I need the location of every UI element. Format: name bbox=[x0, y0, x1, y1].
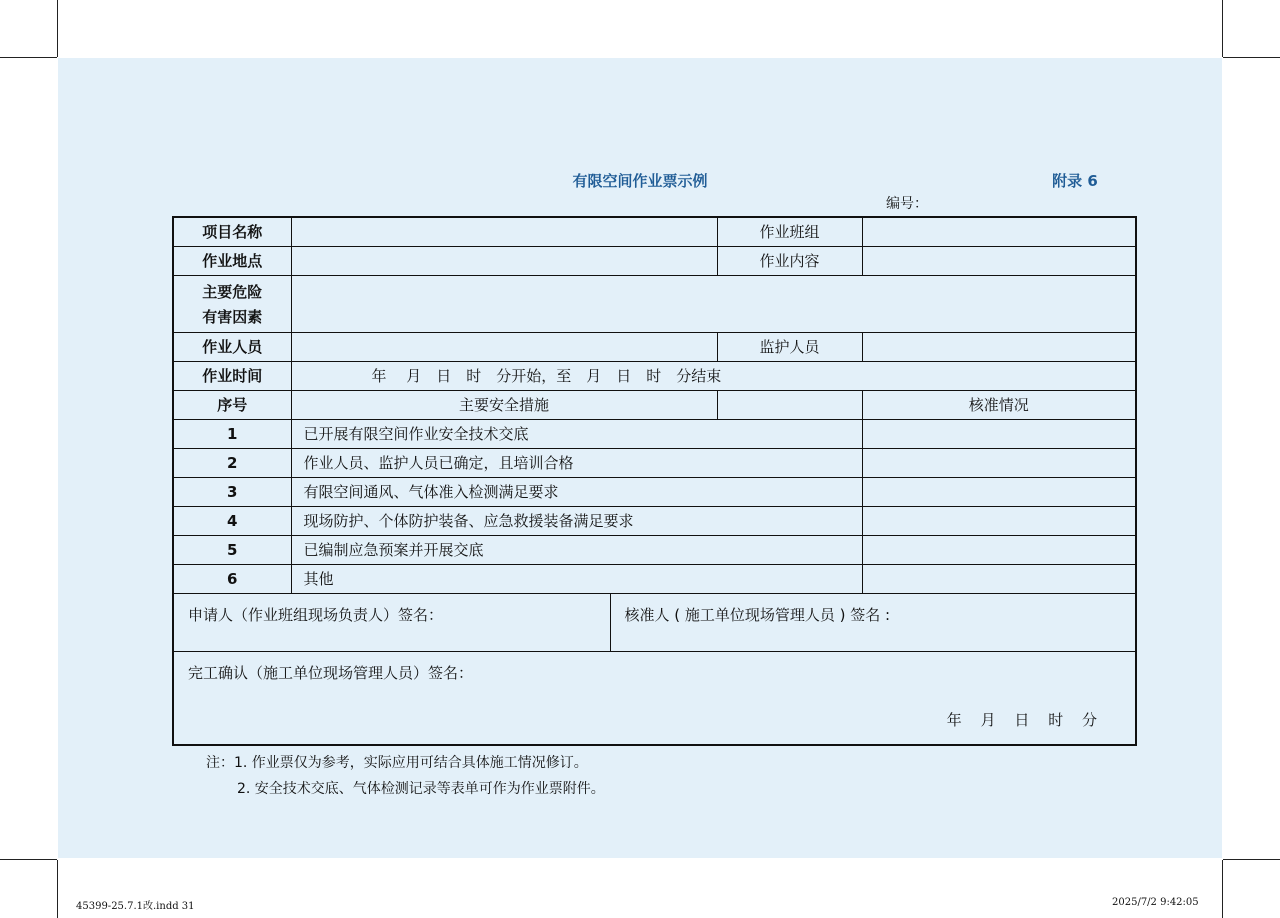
measure-row bbox=[173, 477, 1136, 506]
measure-text: 已开展有限空间作业安全技术交底 bbox=[291, 419, 862, 448]
measure-number: 6 bbox=[173, 564, 291, 593]
measures-label: 主要安全措施 bbox=[291, 390, 717, 419]
completion-date bbox=[933, 709, 1097, 730]
time-text: 年 月 日 时 分开始，至 月 日 时 分结束 bbox=[371, 367, 722, 385]
measure-text: 其他 bbox=[291, 564, 862, 593]
measure-row bbox=[173, 506, 1136, 535]
date-minute: 分 bbox=[1081, 711, 1097, 729]
team-field[interactable] bbox=[862, 217, 1136, 246]
crop-mark-top-left-v bbox=[57, 0, 58, 57]
workers-label: 作业人员 bbox=[173, 332, 291, 361]
hazard-label-line1: 主要危险 bbox=[202, 282, 263, 301]
guardian-field[interactable] bbox=[862, 332, 1136, 361]
content-label: 作业内容 bbox=[717, 246, 862, 275]
measure-text: 现场防护、个体防护装备、应急救援装备满足要求 bbox=[291, 506, 862, 535]
measure-number: 3 bbox=[173, 477, 291, 506]
measure-approval-field[interactable] bbox=[862, 419, 1136, 448]
measure-text: 有限空间通风、气体准入检测满足要求 bbox=[291, 477, 862, 506]
measure-approval-field[interactable] bbox=[862, 448, 1136, 477]
workers-field[interactable] bbox=[291, 332, 717, 361]
hazard-label-line2: 有害因素 bbox=[202, 307, 263, 326]
approver-sign-field[interactable]: 核准人 ( 施工单位现场管理人员 ) 签名 : bbox=[624, 605, 891, 624]
seq-label: 序号 bbox=[173, 390, 291, 419]
row-completion bbox=[173, 651, 1136, 745]
approval-status-label: 核准情况 bbox=[862, 390, 1136, 419]
header-blank-cell bbox=[717, 390, 862, 419]
measure-row bbox=[173, 448, 1136, 477]
date-year: 年 bbox=[946, 711, 962, 729]
applicant-sign-field[interactable]: 申请人（作业班组现场负责人）签名： bbox=[174, 594, 610, 651]
hazard-field[interactable] bbox=[291, 275, 1136, 332]
row-workers bbox=[173, 332, 1136, 361]
measure-approval-field[interactable] bbox=[862, 477, 1136, 506]
location-field[interactable] bbox=[291, 246, 717, 275]
measure-text: 作业人员、监护人员已确定，且培训合格 bbox=[291, 448, 862, 477]
serial-number-label: 编号： bbox=[886, 196, 928, 212]
date-day: 日 bbox=[1014, 711, 1030, 729]
footer-file-info: 45399-25.7.1改.indd 31 bbox=[76, 901, 195, 912]
row-time bbox=[173, 361, 1136, 390]
measure-row bbox=[173, 564, 1136, 593]
measure-number: 5 bbox=[173, 535, 291, 564]
team-label: 作业班组 bbox=[717, 217, 862, 246]
content-field[interactable] bbox=[862, 246, 1136, 275]
work-permit-table bbox=[172, 216, 1137, 746]
measure-number: 1 bbox=[173, 419, 291, 448]
row-hazards bbox=[173, 275, 1136, 332]
date-month: 月 bbox=[980, 711, 996, 729]
measure-number: 4 bbox=[173, 506, 291, 535]
crop-mark-bottom-left-v bbox=[57, 860, 58, 918]
completion-sign-field[interactable] bbox=[173, 651, 1136, 745]
crop-mark-bottom-right-h bbox=[1223, 859, 1280, 860]
project-name-field[interactable] bbox=[291, 217, 717, 246]
measure-row bbox=[173, 535, 1136, 564]
crop-mark-bottom-left-h bbox=[0, 859, 57, 860]
note-line-2: 2. 安全技术交底、气体检测记录等表单可作为作业票附件。 bbox=[237, 781, 605, 797]
page-title: 有限空间作业票示例 bbox=[572, 172, 708, 190]
completion-sign-label: 完工确认（施工单位现场管理人员）签名： bbox=[188, 663, 474, 682]
measure-text: 已编制应急预案并开展交底 bbox=[291, 535, 862, 564]
hazard-label bbox=[173, 275, 291, 332]
notes bbox=[206, 750, 605, 802]
measure-approval-field[interactable] bbox=[862, 506, 1136, 535]
note-line-1: 注：1. 作业票仅为参考，实际应用可结合具体施工情况修订。 bbox=[206, 755, 588, 771]
time-label: 作业时间 bbox=[173, 361, 291, 390]
measure-row bbox=[173, 419, 1136, 448]
row-location bbox=[173, 246, 1136, 275]
guardian-label: 监护人员 bbox=[717, 332, 862, 361]
measure-approval-field[interactable] bbox=[862, 535, 1136, 564]
signature-inner-table bbox=[174, 594, 1135, 651]
date-hour: 时 bbox=[1048, 711, 1064, 729]
measure-number: 2 bbox=[173, 448, 291, 477]
crop-mark-top-right-h bbox=[1223, 57, 1280, 58]
row-project bbox=[173, 217, 1136, 246]
signature-cell bbox=[173, 593, 1136, 651]
row-measures-header bbox=[173, 390, 1136, 419]
crop-mark-top-left-h bbox=[0, 57, 57, 58]
time-field[interactable] bbox=[291, 361, 1136, 390]
crop-mark-bottom-right-v bbox=[1222, 860, 1223, 918]
row-signatures bbox=[173, 593, 1136, 651]
appendix-label: 附录 6 bbox=[1052, 172, 1098, 190]
measure-approval-field[interactable] bbox=[862, 564, 1136, 593]
project-name-label: 项目名称 bbox=[173, 217, 291, 246]
footer-timestamp: 2025/7/2 9:42:05 bbox=[1112, 897, 1199, 908]
location-label: 作业地点 bbox=[173, 246, 291, 275]
crop-mark-top-right-v bbox=[1222, 0, 1223, 57]
